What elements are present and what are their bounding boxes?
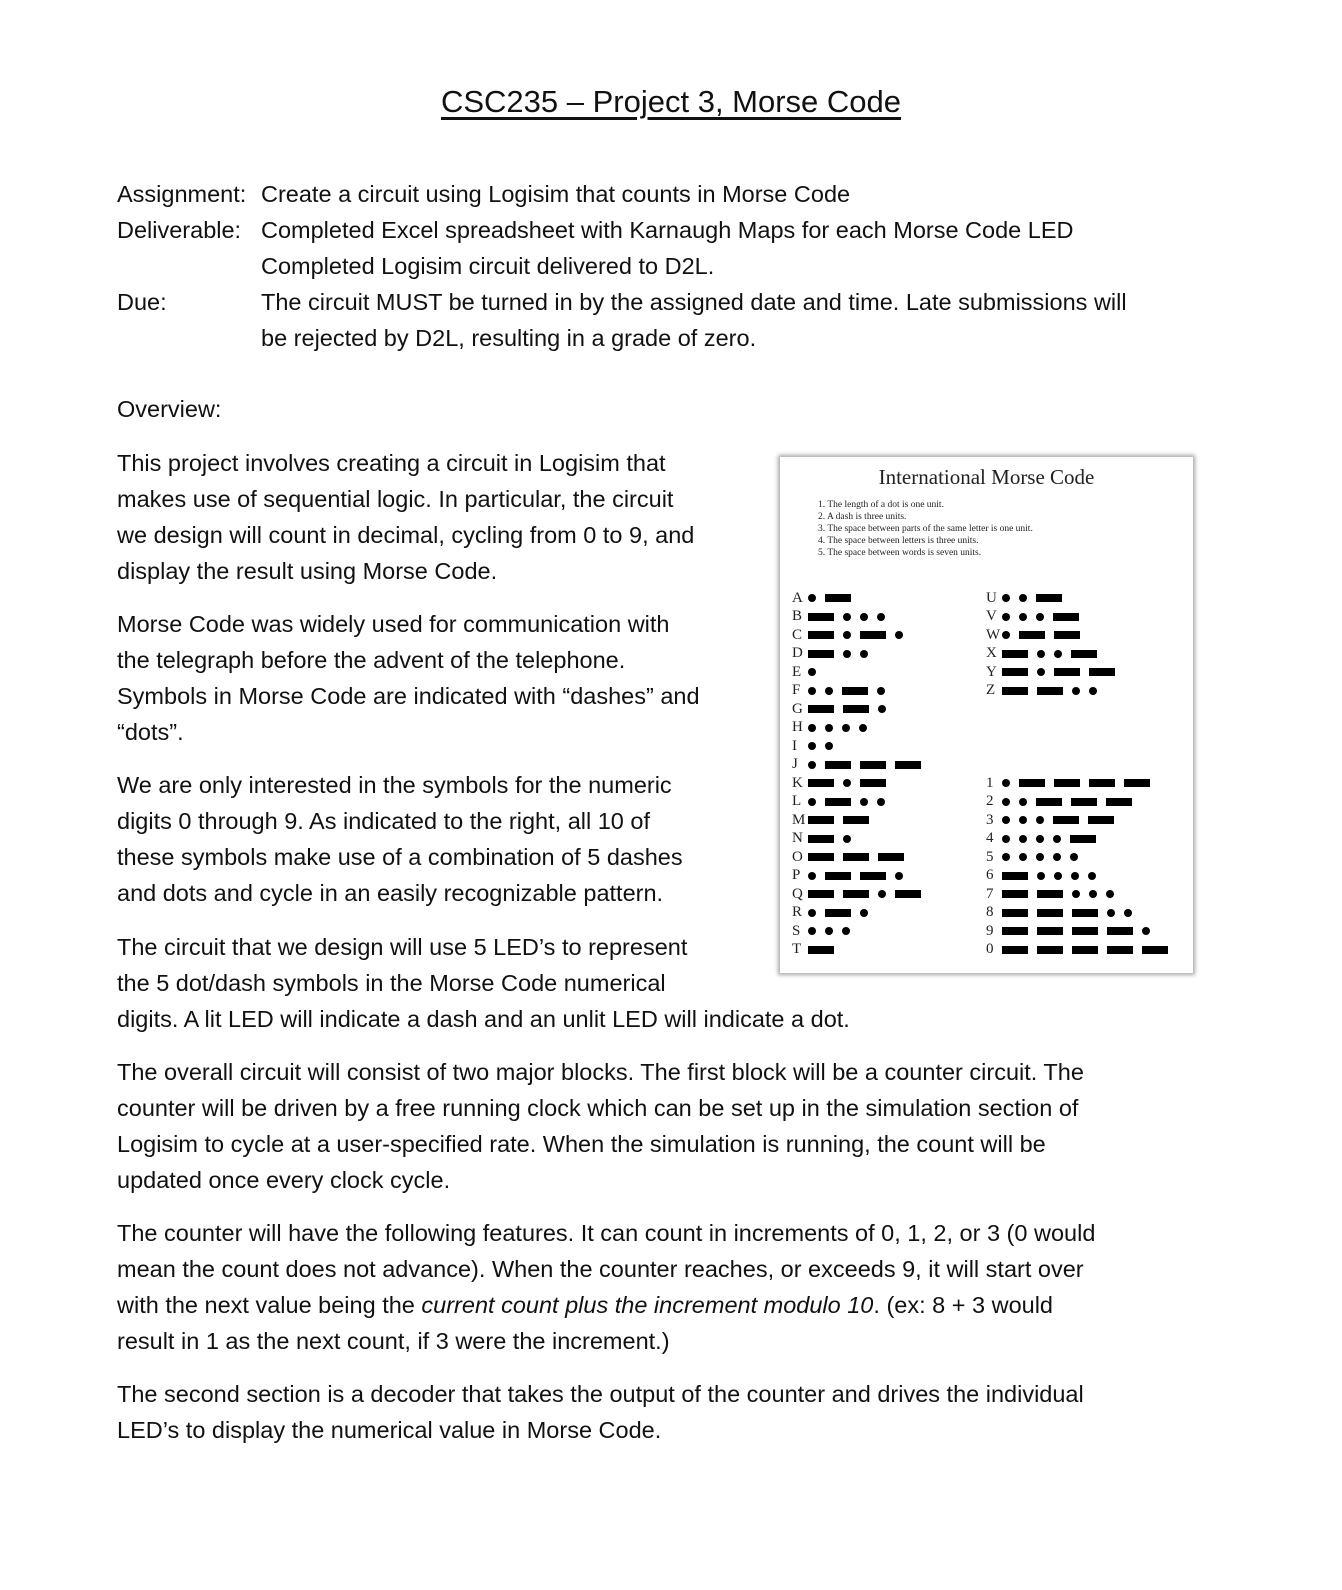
text-segment: with the next value being the xyxy=(117,1292,422,1318)
dash-symbol xyxy=(1036,798,1062,806)
due-label: Due: xyxy=(117,289,167,315)
dash-symbol xyxy=(1002,872,1028,880)
due-value xyxy=(261,284,1221,356)
dot-symbol xyxy=(843,650,851,658)
morse-row-g xyxy=(792,700,895,718)
morse-char: X xyxy=(986,645,997,661)
dot-symbol xyxy=(1071,872,1079,880)
dash-symbol xyxy=(878,853,904,861)
morse-pattern xyxy=(1002,927,1159,935)
dash-symbol xyxy=(860,631,886,639)
text-line: be rejected by D2L, resulting in a grade of zero. xyxy=(261,325,757,351)
text-line: counter will be driven by a free running clock which can be set up in the simulation section of xyxy=(117,1095,1079,1121)
morse-pattern xyxy=(1002,594,1071,602)
text-line: we design will count in decimal, cycling from 0 to 9, and xyxy=(117,522,695,548)
morse-pattern xyxy=(1002,687,1106,695)
morse-pattern xyxy=(808,650,877,658)
dot-symbol xyxy=(1019,816,1027,824)
morse-row-5 xyxy=(986,848,1087,866)
dash-symbol xyxy=(1037,687,1063,695)
dot-symbol xyxy=(808,872,816,880)
morse-row-b xyxy=(792,608,894,626)
dot-symbol xyxy=(825,687,833,695)
text-segment: . (ex: 8 + 3 would xyxy=(873,1292,1054,1318)
text-line: mean the count does not advance). When the counter reaches, or exceeds 9, it will start over xyxy=(117,1256,1084,1282)
dot-symbol xyxy=(1002,594,1010,602)
dash-symbol xyxy=(1089,668,1115,676)
morse-char: Z xyxy=(986,682,996,698)
dash-symbol xyxy=(1036,594,1062,602)
text-line: display the result using Morse Code. xyxy=(117,558,498,584)
text-line: The overall circuit will consist of two major blocks. The first block will be a counter circuit. The xyxy=(117,1059,1084,1085)
text-line: the 5 dot/dash symbols in the Morse Code numerical xyxy=(117,970,666,996)
morse-pattern xyxy=(808,872,912,880)
paragraph-decoder xyxy=(117,1376,1084,1448)
morse-char: D xyxy=(792,645,803,661)
dot-symbol xyxy=(860,909,868,917)
morse-pattern xyxy=(808,742,842,750)
morse-pattern xyxy=(1002,890,1123,898)
dash-symbol xyxy=(808,613,834,621)
text-line: updated once every clock cycle. xyxy=(117,1167,451,1193)
dot-symbol xyxy=(808,927,816,935)
dash-symbol xyxy=(843,890,869,898)
morse-pattern xyxy=(808,761,930,769)
morse-pattern xyxy=(808,927,859,935)
dash-symbol xyxy=(1072,927,1098,935)
morse-row-m xyxy=(792,811,878,829)
morse-pattern xyxy=(1002,631,1089,639)
dot-symbol xyxy=(1036,853,1044,861)
morse-row-h xyxy=(792,719,876,737)
text-line: Completed Excel spreadsheet with Karnaugh Maps for each Morse Code LED xyxy=(261,217,1074,243)
morse-pattern xyxy=(1002,853,1087,861)
morse-pattern xyxy=(1002,835,1105,843)
dot-symbol xyxy=(877,798,885,806)
morse-char: 4 xyxy=(986,830,994,846)
morse-row-w xyxy=(986,626,1089,644)
morse-char: B xyxy=(792,608,803,624)
dash-symbol xyxy=(1002,890,1028,898)
morse-char: 5 xyxy=(986,848,994,865)
morse-pattern xyxy=(808,668,825,676)
text-line: The counter will have the following features. It can count in increments of 0, 1, 2, or 3 (0 would xyxy=(117,1220,1096,1246)
morse-pattern xyxy=(1002,909,1141,917)
morse-char: A xyxy=(792,589,803,606)
dash-symbol xyxy=(1071,650,1097,658)
dash-symbol xyxy=(1002,668,1028,676)
dot-symbol xyxy=(808,909,816,917)
morse-row-a xyxy=(792,589,860,607)
dash-symbol xyxy=(1037,927,1063,935)
dash-symbol xyxy=(843,705,869,713)
morse-pattern xyxy=(1002,946,1177,954)
dash-symbol xyxy=(808,650,834,658)
figure-title: International Morse Code xyxy=(878,465,1095,489)
text-line: Morse Code was widely used for communication with xyxy=(117,611,670,637)
dash-symbol xyxy=(1019,631,1045,639)
dot-symbol xyxy=(1054,650,1062,658)
dash-symbol xyxy=(1054,631,1080,639)
morse-row-8 xyxy=(986,904,1141,922)
dot-symbol xyxy=(1036,835,1044,843)
dash-symbol xyxy=(808,890,834,898)
morse-pattern xyxy=(808,853,913,861)
morse-pattern xyxy=(1002,613,1088,621)
dot-symbol xyxy=(1124,909,1132,917)
dash-symbol xyxy=(1124,779,1150,787)
morse-char: W xyxy=(986,626,1001,643)
dot-symbol xyxy=(1037,650,1045,658)
assignment-label: Assignment: xyxy=(117,181,247,207)
dot-symbol xyxy=(825,742,833,750)
morse-pattern xyxy=(1002,872,1105,880)
morse-pattern xyxy=(808,594,860,602)
morse-char: T xyxy=(792,941,802,957)
dash-symbol xyxy=(1053,816,1079,824)
dash-symbol xyxy=(1037,946,1063,954)
dot-symbol xyxy=(895,631,903,639)
deliverable-value xyxy=(261,212,1221,284)
morse-char: L xyxy=(792,793,802,809)
dash-symbol xyxy=(1106,798,1132,806)
dot-symbol xyxy=(843,613,851,621)
dash-symbol xyxy=(1002,927,1028,935)
dot-symbol xyxy=(1019,798,1027,806)
overview-heading: Overview: xyxy=(117,396,222,422)
morse-char: 7 xyxy=(986,885,994,902)
morse-row-f xyxy=(792,682,894,700)
dash-symbol xyxy=(1002,946,1028,954)
dot-symbol xyxy=(1054,872,1062,880)
dot-symbol xyxy=(825,724,833,732)
dot-symbol xyxy=(808,742,816,750)
morse-char: V xyxy=(986,608,997,624)
dot-symbol xyxy=(1107,909,1115,917)
dash-symbol xyxy=(825,594,851,602)
dash-symbol xyxy=(895,890,921,898)
dash-symbol xyxy=(860,872,886,880)
morse-pattern xyxy=(808,798,894,806)
morse-char: U xyxy=(986,589,997,606)
dot-symbol xyxy=(1002,631,1010,639)
dash-symbol xyxy=(860,761,886,769)
dash-symbol xyxy=(842,687,868,695)
morse-pattern xyxy=(808,779,895,787)
dash-symbol xyxy=(1072,909,1098,917)
dot-symbol xyxy=(1037,668,1045,676)
morse-row-e xyxy=(792,663,825,681)
dot-symbol xyxy=(843,835,851,843)
text-line: “dots”. xyxy=(117,719,184,745)
morse-row-z xyxy=(986,682,1106,700)
morse-row-r xyxy=(792,904,877,922)
dash-symbol xyxy=(825,872,851,880)
text-line: We are only interested in the symbols for the numeric xyxy=(117,772,672,798)
dot-symbol xyxy=(825,927,833,935)
morse-row-j xyxy=(792,756,930,774)
morse-row-n xyxy=(792,830,860,848)
morse-row-6 xyxy=(986,867,1105,885)
dot-symbol xyxy=(843,779,851,787)
dot-symbol xyxy=(1037,872,1045,880)
dot-symbol xyxy=(1053,853,1061,861)
paragraph-counter xyxy=(117,1215,1095,1359)
dash-symbol xyxy=(825,909,851,917)
dot-symbol xyxy=(1002,816,1010,824)
morse-pattern xyxy=(808,613,894,621)
dot-symbol xyxy=(1089,687,1097,695)
morse-row-s xyxy=(792,922,859,940)
morse-char: E xyxy=(792,663,802,680)
text-line: Symbols in Morse Code are indicated with “dashes” and xyxy=(117,683,700,709)
morse-row-o xyxy=(792,848,913,866)
assignment-value xyxy=(261,176,1221,212)
morse-char: Q xyxy=(792,885,803,902)
morse-pattern xyxy=(1002,816,1123,824)
morse-pattern xyxy=(1002,668,1124,676)
dot-symbol xyxy=(842,927,850,935)
dash-symbol xyxy=(843,816,869,824)
morse-pattern xyxy=(1002,650,1106,658)
text-line: Create a circuit using Logisim that counts in Morse Code xyxy=(261,181,851,207)
morse-row-i xyxy=(792,737,842,755)
morse-char: O xyxy=(792,848,803,865)
morse-char: I xyxy=(792,737,797,754)
text-line: Completed Logisim circuit delivered to D2L. xyxy=(261,253,715,279)
text-line: The circuit that we design will use 5 LED’s to represent xyxy=(117,934,688,960)
dot-symbol xyxy=(1002,835,1010,843)
dash-symbol xyxy=(1054,668,1080,676)
morse-pattern xyxy=(808,890,930,898)
morse-pattern xyxy=(808,946,843,954)
text-line: the telegraph before the advent of the telephone. xyxy=(117,647,626,673)
morse-row-u xyxy=(986,589,1071,607)
dash-symbol xyxy=(1053,613,1079,621)
morse-row-k xyxy=(792,774,895,792)
morse-char: 6 xyxy=(986,867,994,883)
morse-pattern xyxy=(1002,779,1159,787)
text-line: This project involves creating a circuit in Logisim that xyxy=(117,450,666,476)
morse-char: M xyxy=(792,811,806,828)
dash-symbol xyxy=(808,705,834,713)
morse-pattern xyxy=(808,705,895,713)
dot-symbol xyxy=(808,594,816,602)
morse-row-7 xyxy=(986,885,1123,903)
morse-char: J xyxy=(792,756,798,772)
text-line: and dots and cycle in an easily recognizable pattern. xyxy=(117,880,664,906)
morse-row-9 xyxy=(986,922,1159,940)
dash-symbol xyxy=(1107,946,1133,954)
dash-symbol xyxy=(1002,909,1028,917)
morse-pattern xyxy=(808,724,876,732)
morse-char: H xyxy=(792,719,803,735)
dot-symbol xyxy=(1002,779,1010,787)
paragraph-digits xyxy=(117,767,683,911)
dash-symbol xyxy=(808,816,834,824)
text-line: digits 0 through 9. As indicated to the right, all 10 of xyxy=(117,808,651,834)
figure-note: 4. The space between letters is three units. xyxy=(818,536,979,546)
text-line: Logisim to cycle at a user-specified rate. When the simulation is running, the count will be xyxy=(117,1131,1046,1157)
figure-notes xyxy=(818,499,1033,559)
dot-symbol xyxy=(1002,613,1010,621)
dot-symbol xyxy=(808,724,816,732)
dot-symbol xyxy=(1002,798,1010,806)
deliverable-label: Deliverable: xyxy=(117,217,242,243)
morse-row-t xyxy=(792,941,843,959)
dot-symbol xyxy=(1072,687,1080,695)
morse-row-2 xyxy=(986,793,1141,811)
dash-symbol xyxy=(825,761,851,769)
dash-symbol xyxy=(1070,835,1096,843)
dot-symbol xyxy=(808,668,816,676)
morse-pattern xyxy=(808,816,878,824)
morse-row-3 xyxy=(986,811,1123,829)
dash-symbol xyxy=(808,946,834,954)
paragraph-intro xyxy=(117,445,694,589)
dash-symbol xyxy=(1071,798,1097,806)
dash-symbol xyxy=(1037,909,1063,917)
dash-symbol xyxy=(1142,946,1168,954)
dot-symbol xyxy=(808,798,816,806)
dash-symbol xyxy=(1088,816,1114,824)
dash-symbol xyxy=(825,798,851,806)
dot-symbol xyxy=(1019,594,1027,602)
dot-symbol xyxy=(860,613,868,621)
dash-symbol xyxy=(808,835,834,843)
morse-pattern xyxy=(808,631,912,639)
dot-symbol xyxy=(878,705,886,713)
dot-symbol xyxy=(843,631,851,639)
morse-row-d xyxy=(792,645,877,663)
dot-symbol xyxy=(1053,835,1061,843)
morse-pattern xyxy=(1002,798,1141,806)
morse-char: G xyxy=(792,700,803,717)
morse-row-4 xyxy=(986,830,1105,848)
morse-row-x xyxy=(986,645,1106,663)
morse-pattern xyxy=(808,835,860,843)
morse-char: P xyxy=(792,867,801,883)
text-line: digits. A lit LED will indicate a dash and an unlit LED will indicate a dot. xyxy=(117,1006,850,1032)
dash-symbol xyxy=(895,761,921,769)
morse-char: F xyxy=(792,682,801,698)
morse-row-q xyxy=(792,885,930,903)
figure-note: 1. The length of a dot is one unit. xyxy=(818,500,944,510)
emphasis-text: current count plus the increment modulo 10 xyxy=(421,1292,874,1318)
dot-symbol xyxy=(1142,927,1150,935)
dot-symbol xyxy=(808,761,816,769)
dot-symbol xyxy=(808,687,816,695)
morse-char: N xyxy=(792,830,803,846)
morse-char: S xyxy=(792,922,801,939)
document-title: CSC235 – Project 3, Morse Code xyxy=(440,84,902,119)
text-line xyxy=(117,1287,1095,1323)
morse-char: Y xyxy=(986,663,997,680)
text-line: makes use of sequential logic. In particular, the circuit xyxy=(117,486,674,512)
morse-char: 3 xyxy=(986,811,994,828)
dot-symbol xyxy=(1019,853,1027,861)
text-line: result in 1 as the next count, if 3 were the increment.) xyxy=(117,1328,670,1354)
dot-symbol xyxy=(1106,890,1114,898)
paragraph-leds xyxy=(117,929,850,1037)
dot-symbol xyxy=(859,724,867,732)
morse-char: 8 xyxy=(986,904,994,920)
dash-symbol xyxy=(1054,779,1080,787)
morse-char: 2 xyxy=(986,793,994,809)
dot-symbol xyxy=(1019,613,1027,621)
morse-pattern xyxy=(808,909,877,917)
dot-symbol xyxy=(860,650,868,658)
dot-symbol xyxy=(1070,853,1078,861)
dash-symbol xyxy=(1037,890,1063,898)
dash-symbol xyxy=(1019,779,1045,787)
morse-pattern xyxy=(808,687,894,695)
text-line: The second section is a decoder that takes the output of the counter and drives the individual xyxy=(117,1381,1084,1407)
morse-code-figure xyxy=(780,457,1193,973)
dash-symbol xyxy=(1002,687,1028,695)
dot-symbol xyxy=(1036,816,1044,824)
dot-symbol xyxy=(1002,853,1010,861)
figure-note: 5. The space between words is seven units. xyxy=(818,548,982,558)
text-line: these symbols make use of a combination of 5 dashes xyxy=(117,844,683,870)
dash-symbol xyxy=(808,631,834,639)
text-line: The circuit MUST be turned in by the assigned date and time. Late submissions will xyxy=(261,289,1127,315)
dot-symbol xyxy=(1019,835,1027,843)
dot-symbol xyxy=(842,724,850,732)
morse-char: R xyxy=(792,904,803,920)
paragraph-blocks xyxy=(117,1054,1084,1198)
text-line: LED’s to display the numerical value in Morse Code. xyxy=(117,1417,662,1443)
morse-row-p xyxy=(792,867,912,885)
dot-symbol xyxy=(877,687,885,695)
morse-row-y xyxy=(986,663,1124,681)
dot-symbol xyxy=(1072,890,1080,898)
dot-symbol xyxy=(1036,613,1044,621)
morse-char: K xyxy=(792,774,803,791)
dash-symbol xyxy=(1089,779,1115,787)
dash-symbol xyxy=(808,779,834,787)
morse-char: C xyxy=(792,626,803,643)
morse-row-1 xyxy=(986,774,1159,792)
morse-row-c xyxy=(792,626,912,644)
morse-row-l xyxy=(792,793,894,811)
paragraph-history xyxy=(117,606,700,750)
morse-row-v xyxy=(986,608,1088,626)
dash-symbol xyxy=(1107,927,1133,935)
morse-char: 0 xyxy=(986,941,994,957)
dot-symbol xyxy=(878,890,886,898)
dot-symbol xyxy=(877,613,885,621)
dot-symbol xyxy=(1089,890,1097,898)
dash-symbol xyxy=(860,779,886,787)
figure-note: 3. The space between parts of the same letter is one unit. xyxy=(818,524,1033,534)
dot-symbol xyxy=(860,798,868,806)
dash-symbol xyxy=(1072,946,1098,954)
dash-symbol xyxy=(843,853,869,861)
dash-symbol xyxy=(1002,650,1028,658)
morse-char: 9 xyxy=(986,922,994,939)
dot-symbol xyxy=(1088,872,1096,880)
dash-symbol xyxy=(808,853,834,861)
morse-row-0 xyxy=(986,941,1177,959)
figure-note: 2. A dash is three units. xyxy=(818,512,907,522)
dot-symbol xyxy=(895,872,903,880)
morse-char: 1 xyxy=(986,774,994,791)
